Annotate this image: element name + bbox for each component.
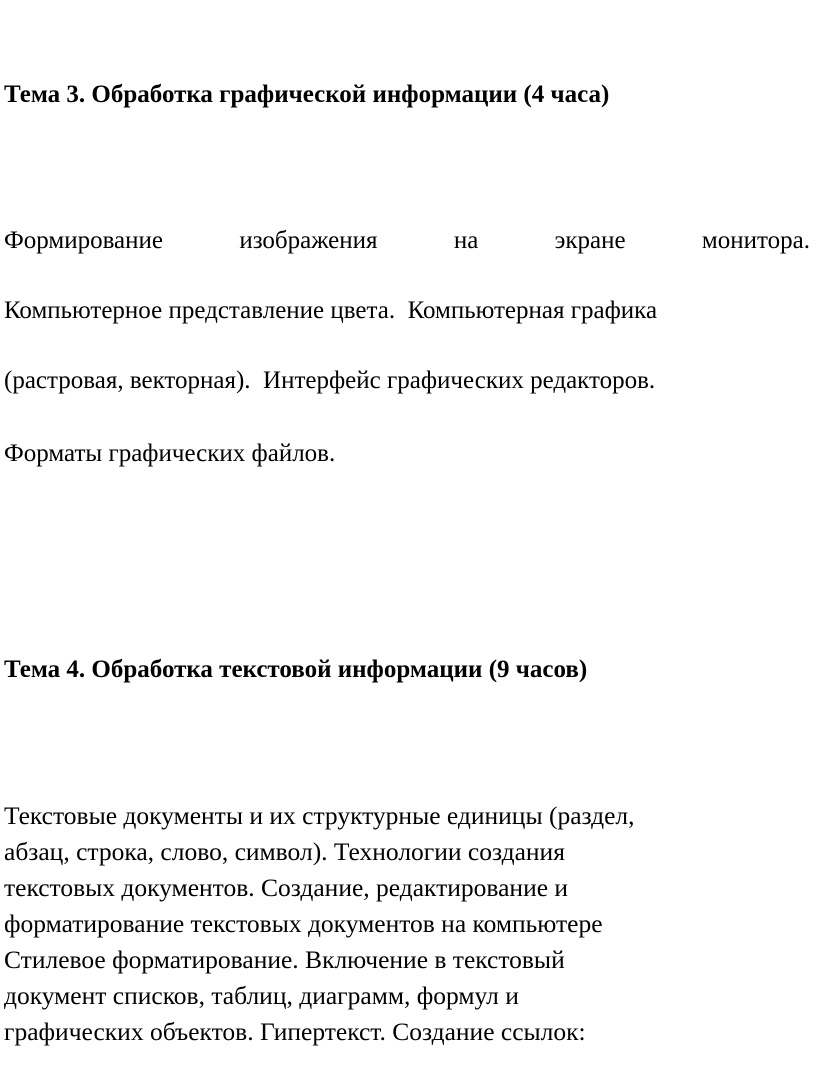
- word: экране: [554, 227, 626, 254]
- section-3-paragraph-line-4: Форматы графических файлов.: [4, 440, 336, 467]
- section-3-paragraph-line-1: [4, 228, 810, 253]
- paragraph-line: документ списков, таблиц, диаграмм, формул и: [4, 981, 519, 1010]
- paragraph-line: форматирование текстовых документов на компьютере: [4, 909, 603, 938]
- section-3-paragraph-line-2: Компьютерное представление цвета. Компьютерная графика: [4, 297, 658, 324]
- section-4-paragraph: [4, 798, 635, 1050]
- word: монитора.: [701, 227, 810, 254]
- section-3-heading: Тема 3. Обработка графической информации (4 часа): [4, 81, 610, 108]
- paragraph-line: абзац, строка, слово, символ). Технологии создания: [4, 837, 565, 866]
- paragraph-line: графических объектов. Гипертекст. Создание ссылок:: [4, 1017, 586, 1046]
- paragraph-line: текстовых документов. Создание, редактирование и: [4, 873, 569, 902]
- section-4-heading: Тема 4. Обработка текстовой информации (9 часов): [4, 656, 588, 683]
- word: Формирование: [4, 227, 163, 254]
- paragraph-line: Текстовые документы и их структурные единицы (раздел,: [4, 801, 635, 830]
- word: на: [453, 227, 479, 254]
- paragraph-line: Стилевое форматирование. Включение в текстовый: [4, 945, 565, 974]
- word: изображения: [239, 227, 378, 254]
- section-3-paragraph-line-3: (растровая, векторная). Интерфейс графических редакторов.: [4, 367, 656, 394]
